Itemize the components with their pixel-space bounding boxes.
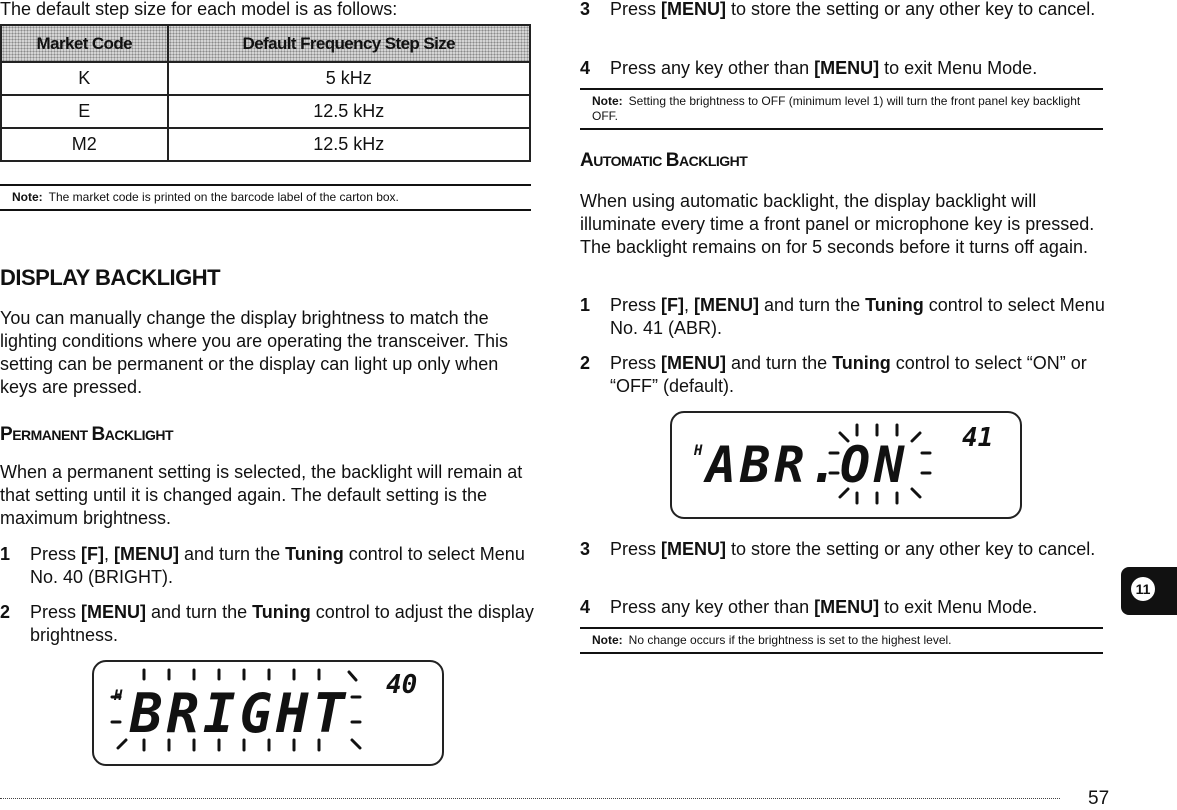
section-heading-display-backlight: DISPLAY BACKLIGHT bbox=[0, 265, 221, 290]
lcd-h-indicator: H bbox=[694, 443, 703, 459]
footer-dotted-rule bbox=[0, 798, 1060, 799]
lcd-menu-number: 40 bbox=[386, 670, 418, 700]
list-item: 2 Press [MENU] and turn the Tuning control to select “ON” or “OFF” (default). bbox=[580, 353, 1087, 396]
list-item: 4 Press any key other than [MENU] to exit Menu Mode. bbox=[580, 597, 1038, 617]
note-label: Note: bbox=[592, 633, 623, 647]
lcd-h-indicator: H bbox=[114, 688, 123, 704]
intro-text: The default step size for each model is as follows: bbox=[0, 0, 398, 19]
lcd-display-bright bbox=[92, 660, 444, 766]
note-brightness-off bbox=[580, 88, 1103, 130]
automatic-backlight-text: When using automatic backlight, the display backlight will illuminate every time a front panel or microphone key is pressed. The backlight remains on for 5 seconds before it turns off again. bbox=[580, 191, 1095, 257]
table-header-row bbox=[1, 25, 530, 62]
permanent-backlight-text: When a permanent setting is selected, the backlight will remain at that setting until it is changed again. The default setting is the maximum brightness. bbox=[0, 462, 523, 528]
lcd-menu-number: 41 bbox=[962, 423, 994, 453]
table-row bbox=[1, 128, 530, 161]
note-market-code bbox=[0, 184, 531, 211]
note-text: The market code is printed on the barcode label of the carton box. bbox=[48, 190, 399, 204]
table-cell: M2 bbox=[1, 128, 168, 161]
lcd-display-abr bbox=[670, 411, 1022, 519]
table-cell: 12.5 kHz bbox=[168, 128, 530, 161]
table-cell: K bbox=[1, 62, 168, 95]
step-size-table bbox=[0, 24, 531, 162]
note-label: Note: bbox=[592, 94, 623, 108]
lcd-main-text: ABR. bbox=[706, 436, 843, 494]
note-text: Setting the brightness to OFF (minimum level 1) will turn the front panel key backlight OFF. bbox=[592, 94, 1081, 123]
note-text: No change occurs if the brightness is set to the highest level. bbox=[628, 633, 952, 647]
display-backlight-intro: You can manually change the display brightness to match the lighting conditions where you are operating the transceiver. This setting can be permanent or the display can light up only when keys are pressed. bbox=[0, 308, 508, 397]
note-label: Note: bbox=[12, 190, 43, 204]
chapter-tab bbox=[1121, 567, 1177, 615]
table-cell: E bbox=[1, 95, 168, 128]
sub-heading-permanent-backlight: PERMANENT BACKLIGHT bbox=[0, 424, 174, 445]
page-number: 57 bbox=[1088, 788, 1110, 809]
table-header-market-code: Market Code bbox=[1, 25, 168, 62]
table-header-step-size: Default Frequency Step Size bbox=[168, 25, 530, 62]
list-item: 1 Press [F], [MENU] and turn the Tuning control to select Menu No. 40 (BRIGHT). bbox=[0, 544, 525, 587]
lcd-main-text: BRIGHT bbox=[130, 682, 350, 745]
list-item: 4 Press any key other than [MENU] to exit Menu Mode. bbox=[580, 58, 1038, 78]
list-item: 1 Press [F], [MENU] and turn the Tuning control to select Menu No. 41 (ABR). bbox=[580, 295, 1105, 338]
table-cell: 5 kHz bbox=[168, 62, 530, 95]
list-item: 2 Press [MENU] and turn the Tuning control to adjust the display brightness. bbox=[0, 602, 534, 645]
sub-heading-automatic-backlight: AUTOMATIC BACKLIGHT bbox=[580, 150, 748, 171]
list-item: 3 Press [MENU] to store the setting or any other key to cancel. bbox=[580, 0, 1096, 19]
table-row bbox=[1, 62, 530, 95]
chapter-number: 11 bbox=[1131, 577, 1155, 601]
note-highest-level bbox=[580, 627, 1103, 654]
lcd-value-text: ON bbox=[840, 436, 909, 494]
table-row bbox=[1, 95, 530, 128]
list-item: 3 Press [MENU] to store the setting or any other key to cancel. bbox=[580, 539, 1096, 559]
table-cell: 12.5 kHz bbox=[168, 95, 530, 128]
